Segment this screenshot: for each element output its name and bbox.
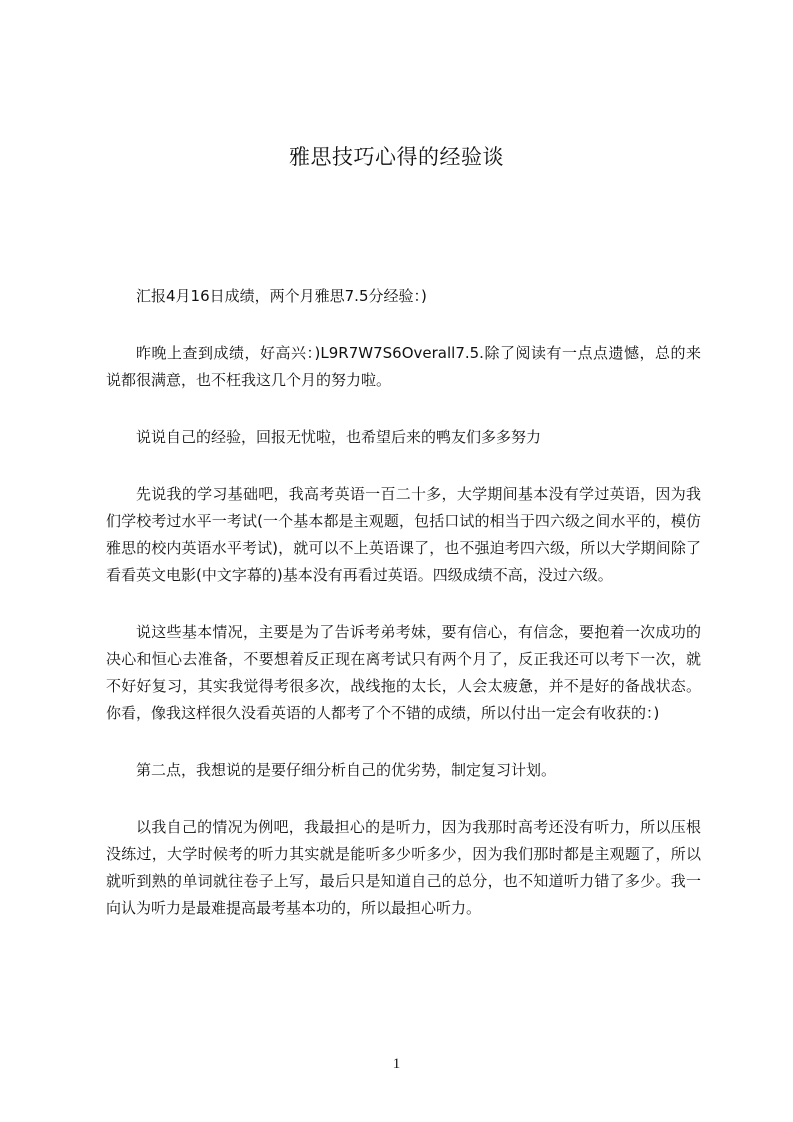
document-title: 雅思技巧心得的经验谈 — [289, 145, 504, 169]
paragraph-score-detail: 昨晚上查到成绩，好高兴：)L9R7W7S6Overall7.5.除了阅读有一点点遗憾，总的来说都很满意，也不枉我这几个月的努力啦。 — [106, 344, 701, 389]
paragraph-second-point: 第二点，我想说的是要仔细分析自己的优劣势，制定复习计划。 — [136, 761, 557, 779]
paragraph-confidence: 说这些基本情况，主要是为了告诉考弟考妹，要有信心，有信念，要抱着一次成功的决心和恒心去准备，不要想着反正现在离考试只有两个月了，反正我还可以考下一次，就不好好复习，其实我觉得考很多次，战线拖的太长，人会太疲惫，并不是好的备战状态。你看，像我这样很久没看英语的人都考了个不错的成绩，所以付出一定会有收获的：) — [106, 623, 701, 722]
paragraph-listening-example: 以我自己的情况为例吧，我最担心的是听力，因为我那时高考还没有听力，所以压根没练过，大学时候考的听力其实就是能听多少听多少，因为我们那时都是主观题了，所以就听到熟的单词就往卷子上写，最后只是知道自己的总分，也不知道听力错了多少。我一向认为听力是最难提高最考基本功的，所以最担心听力。 — [106, 818, 701, 917]
page-number: 1 — [392, 1056, 401, 1072]
paragraph-score-report: 汇报4月16日成绩，两个月雅思7.5分经验：) — [136, 287, 427, 305]
paragraph-share-experience: 说说自己的经验，回报无忧啦，也希望后来的鸭友们多多努力 — [136, 428, 542, 446]
document-body — [106, 283, 701, 922]
paragraph-study-background: 先说我的学习基础吧，我高考英语一百二十多，大学期间基本没有学过英语，因为我们学校考过水平一考试(一个基本都是主观题，包括口试的相当于四六级之间水平的，模仿雅思的校内英语水平考试)，就可以不上英语课了，也不强迫考四六级，所以大学期间除了看看英文电影(中文字幕的)基本没有再看过英语。四级成绩不高，没过六级。 — [106, 485, 701, 584]
